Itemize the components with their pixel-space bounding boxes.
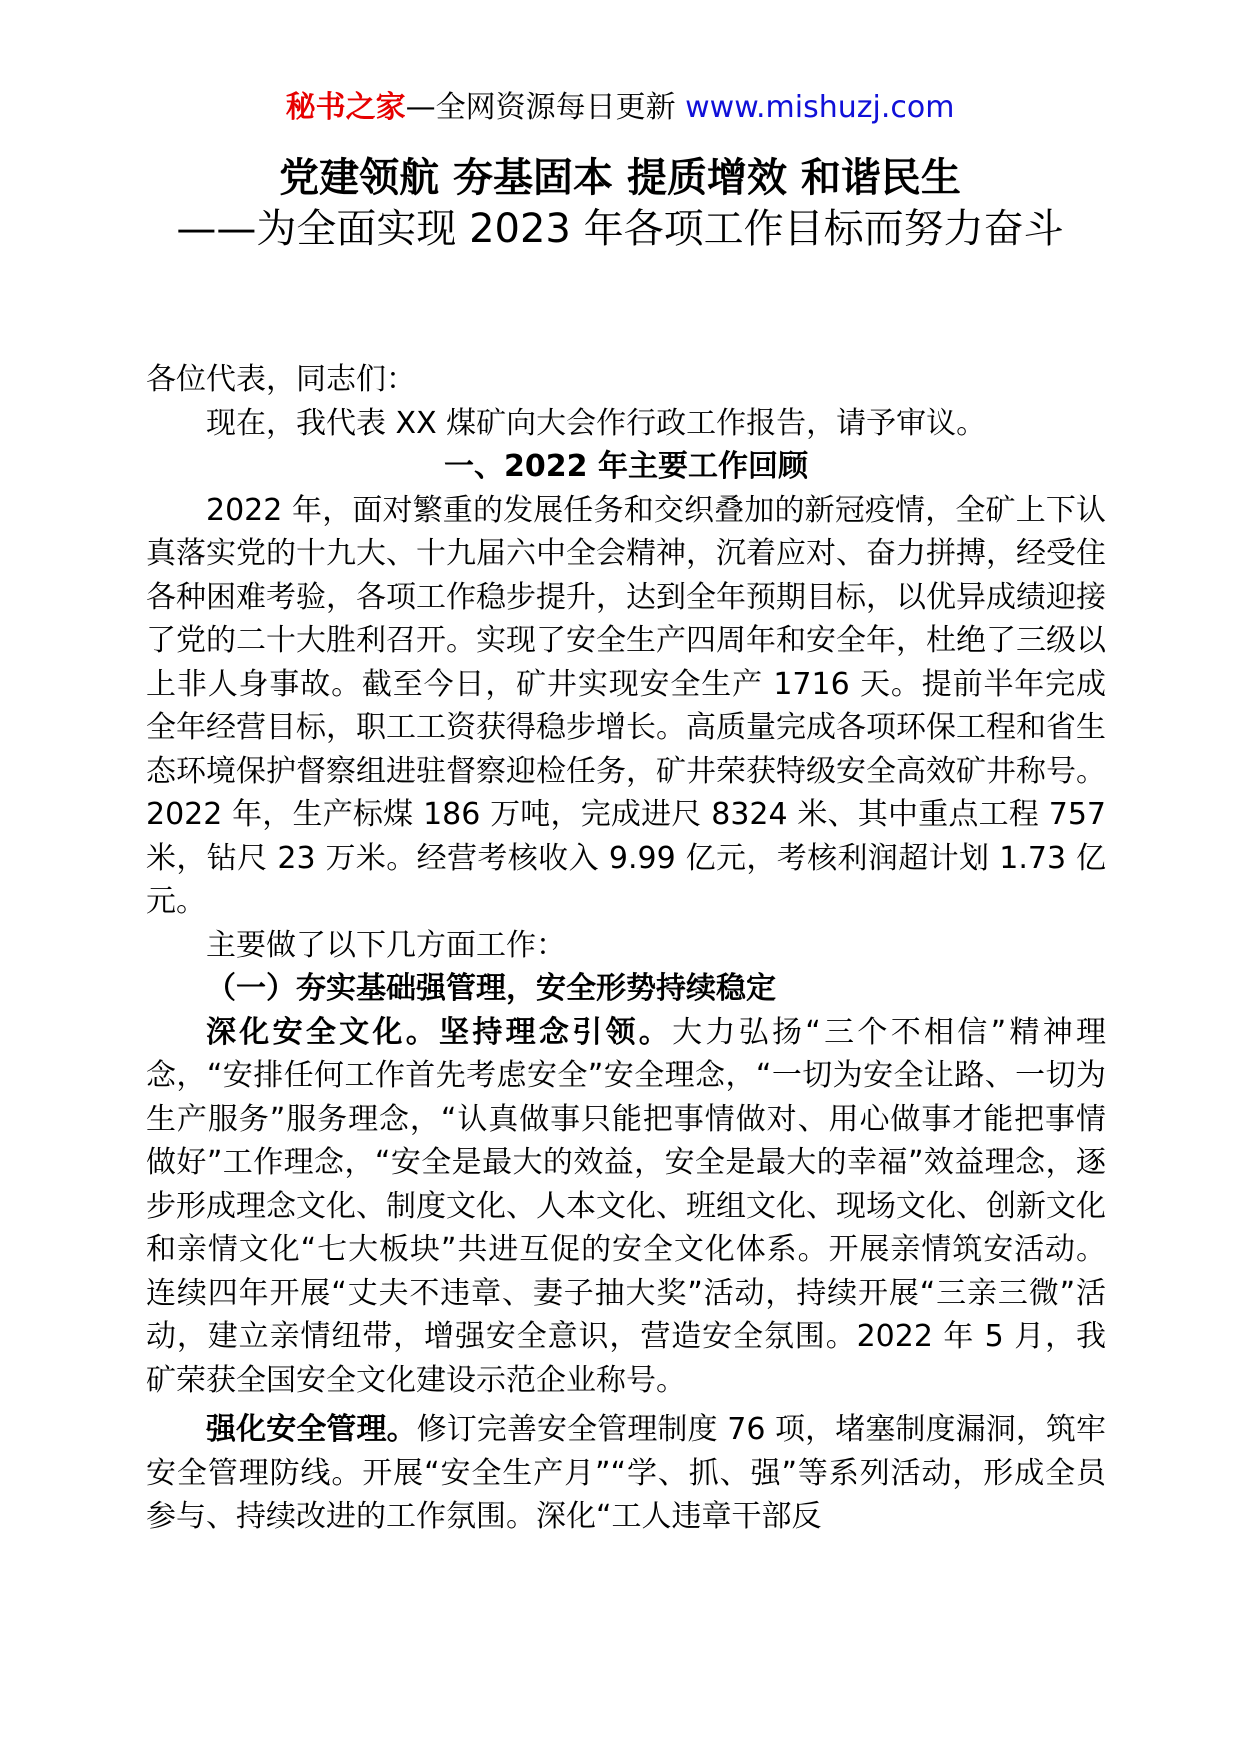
paragraph-text-safety-management: 修订完善安全管理制度 76 项，堵塞制度漏洞，筑牢安全管理防线。开展“安全生产月”“学、抓、强”等系列活动，形成全员参与、持续改进的工作氛围。深化“工人违章干部反 xyxy=(146,1412,1107,1534)
document-title: 党建领航 夯基固本 提质增效 和谐民生 xyxy=(279,155,961,201)
section-heading-1: 一、2022 年主要工作回顾 xyxy=(444,449,808,484)
paragraph-safety-management xyxy=(146,1408,1106,1539)
paragraph-lead-safety-management: 强化安全管理。 xyxy=(206,1412,417,1447)
header-slogan: —全网资源每日更新 xyxy=(405,90,686,125)
paragraph-lead-safety-culture: 深化安全文化。坚持理念引领。 xyxy=(206,1014,673,1050)
site-url-link[interactable]: www.mishuzj.com xyxy=(685,90,955,125)
intro-paragraph: 现在，我代表 XX 煤矿向大会作行政工作报告，请予审议。 xyxy=(206,405,987,441)
paragraph-review: 2022 年，面对繁重的发展任务和交织叠加的新冠疫情，全矿上下认真落实党的十九大、十九届六中全会精神，沉着应对、奋力拼搏，经受住各种困难考验，各项工作稳步提升，达到全年预期目标，以优异成绩迎接了党的二十大胜利召开。实现了安全生产四周年和安全年，杜绝了三级以上非人身事故。截至今日，矿井实现安全生产 1716 天。提前半年完成全年经营目标，职工工资获得稳步增长。高质量完成各项环保工程和省生态环境保护督察组进驻督察迎检任务，矿井荣获特级安全高效矿井称号。2022 年，生产标煤 186 万吨，完成进尺 8324 米、其中重点工程 757 米，钻尺 23 万米。经营考核收入 9.99 亿元，考核利润超计划 1.73 亿元。 xyxy=(146,492,1106,919)
paragraph-text-safety-culture: 大力弘扬“三个不相信”精神理念，“安排任何工作首先考虑安全”安全理念，“一切为安全让路、一切为生产服务”服务理念，“认真做事只能把事情做对、用心做事才能把事情做好”工作理念，“安全是最大的效益，安全是最大的幸福”效益理念，逐步形成理念文化、制度文化、人本文化、班组文化、现场文化、创新文化和亲情文化“七大板块”共进互促的安全文化体系。开展亲情筑安活动。连续四年开展“丈夫不违章、妻子抽大奖”活动，持续开展“三亲三微”活动，建立亲情纽带，增强安全意识，营造安全氛围。2022 年 5 月，我矿荣获全国安全文化建设示范企业称号。 xyxy=(146,1014,1106,1398)
subsection-heading-1: （一）夯实基础强管理，安全形势持续稳定 xyxy=(206,971,776,1006)
paragraph-safety-culture xyxy=(146,1011,1106,1403)
salutation: 各位代表，同志们： xyxy=(146,362,416,397)
paragraph-work-intro: 主要做了以下几方面工作： xyxy=(206,927,566,963)
document-body xyxy=(146,358,1106,1539)
site-header xyxy=(0,88,1240,128)
brand-name: 秘书之家 xyxy=(285,90,406,125)
document-subtitle: ——为全面实现 2023 年各项工作目标而努力奋斗 xyxy=(176,206,1064,252)
